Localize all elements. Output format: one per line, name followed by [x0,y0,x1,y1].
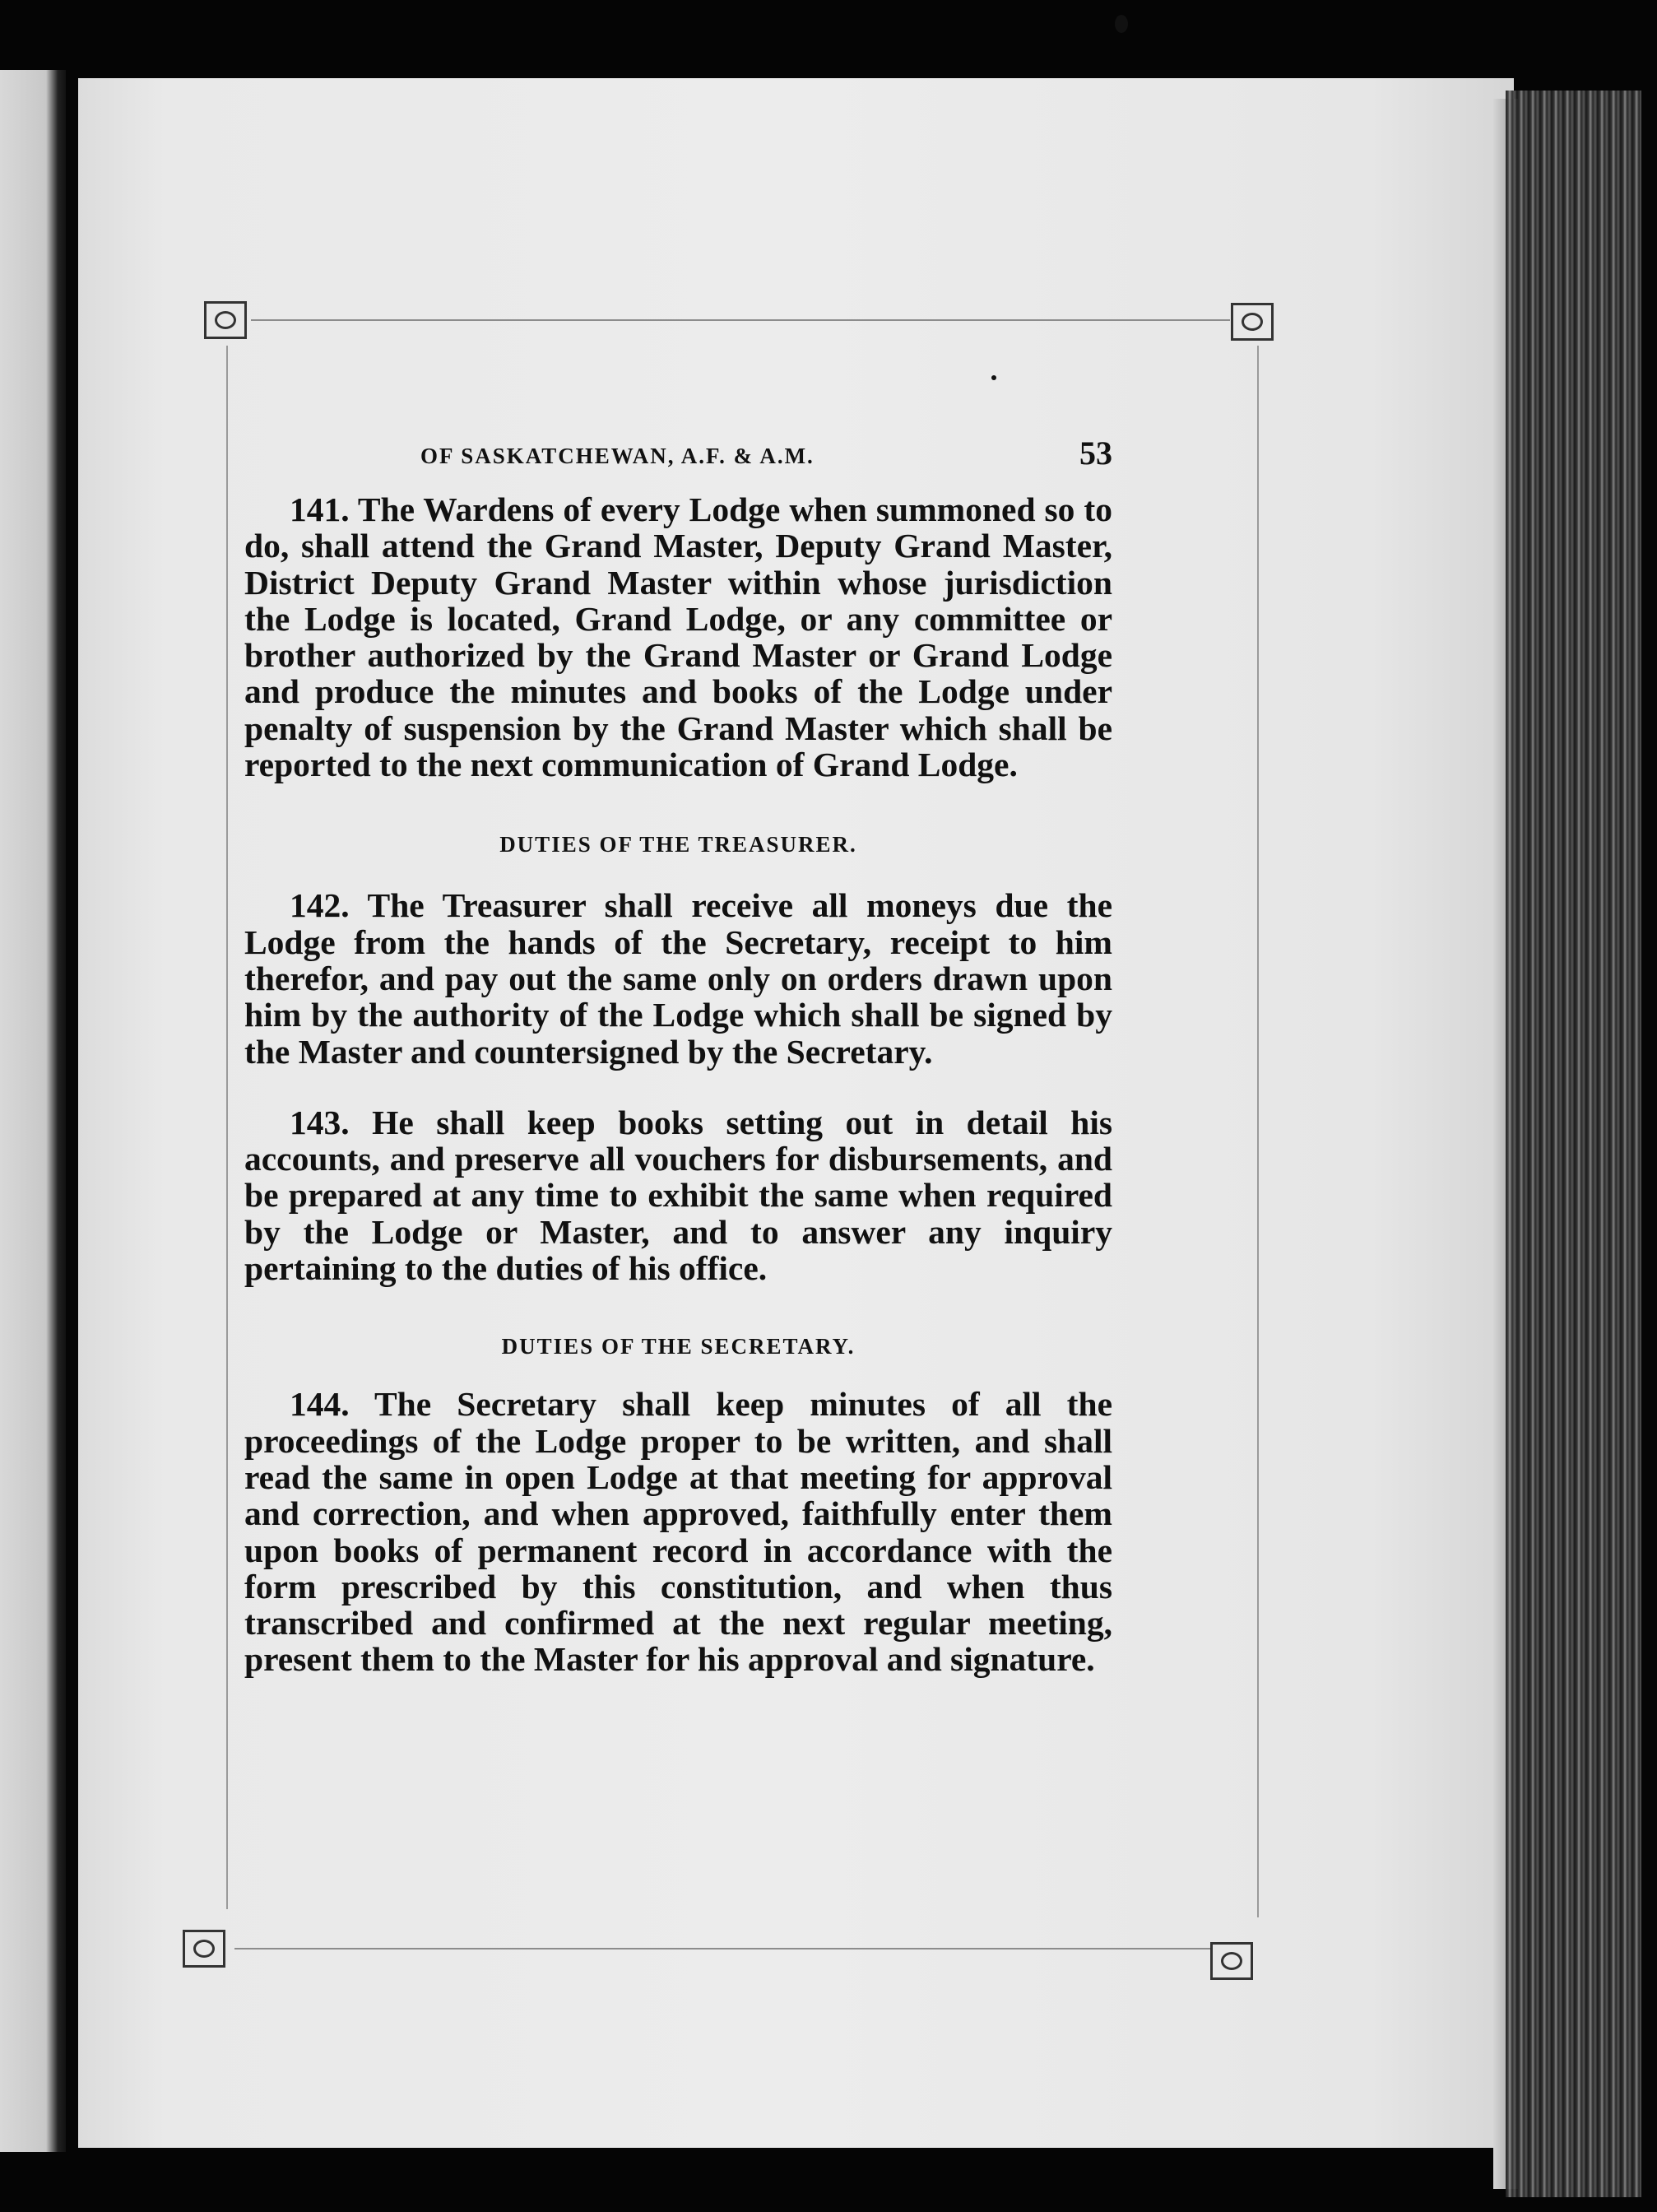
section-144 [244,1386,1112,1677]
section-text: The Wardens of every Lodge when summoned so to do, shall attend the Grand Master, Deputy Grand Master, District Deputy Grand Master within whose jurisdiction the Lodge is located, Grand Lodge, or any committee or brother authorized by the Grand Master or Grand Lodge and produce the minutes and books of the Lodge under penalty of suspension by the Grand Master which shall be reported to the next communication of Grand Lodge. [244,490,1112,784]
section-number: 141. [290,490,350,528]
frame-top-line [251,319,1230,321]
section-text: The Secretary shall keep minutes of all the proceedings of the Lodge proper to be written, and shall read the same in open Lodge at that meeting for approval and correction, and when approved, faithfully enter them upon books of permanent record in accordance with the form prescribed by this constitution, and when thus transcribed and confirmed at the next regular meeting, present them to the Master for his approval and signature. [244,1385,1112,1679]
section-number: 142. [290,886,350,925]
frame-corner-bottom-left-icon [183,1930,225,1968]
page-number: 53 [1079,434,1112,472]
heading-duties-treasurer: DUTIES OF THE TREASURER. [499,832,857,857]
section-141 [244,491,1112,783]
page-text [244,424,1112,1678]
page-header [244,424,1112,481]
section-number: 143. [290,1103,350,1141]
frame-bottom-line [234,1948,1222,1949]
section-142 [244,887,1112,1069]
dust-speck [1115,15,1128,33]
section-number: 144. [290,1385,350,1424]
frame-right-line [1257,346,1259,1917]
frame-left-line [226,346,228,1909]
frame-corner-bottom-right-icon [1210,1942,1253,1980]
right-page-stack [1506,91,1641,2197]
frame-corner-top-left-icon [204,301,247,339]
frame-corner-top-right-icon [1231,303,1274,341]
section-text: The Treasurer shall receive all moneys due the Lodge from the hands of the Secretary, receipt to him therefor, and pay out the same only on orders drawn upon him by the authority of the Lodge which shall be signed by the Master and countersigned by the Secretary. [244,886,1112,1071]
running-head: OF SASKATCHEWAN, A.F. & A.M. [420,444,815,468]
section-text: He shall keep books setting out in detail his accounts, and preserve all vouchers for disbursements, and be prepared at any time to exhibit the same when required by the Lodge or Master, and to answer any inquiry pertaining to the duties of his office. [244,1103,1113,1288]
left-book-edge [0,70,66,2152]
section-143 [244,1104,1112,1286]
heading-duties-secretary: DUTIES OF THE SECRETARY. [501,1334,856,1359]
dust-speck [991,375,996,380]
